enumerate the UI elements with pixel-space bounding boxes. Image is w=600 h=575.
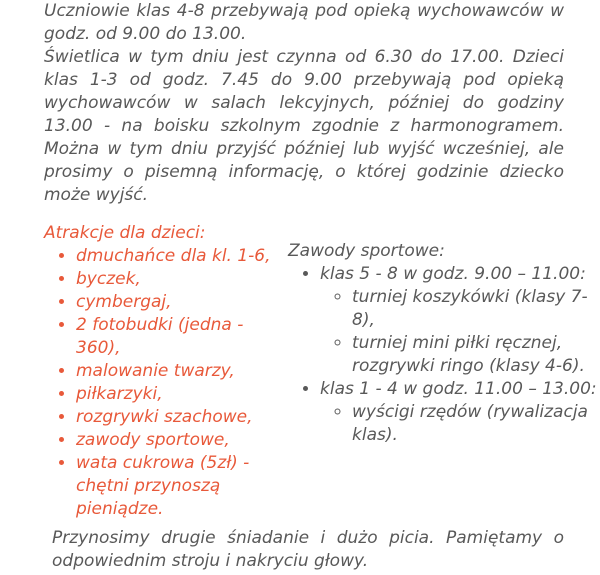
sports-list xyxy=(288,263,600,447)
attractions-section xyxy=(44,222,289,521)
list-item: ◦ turniej koszykówki (klasy 7-8), xyxy=(352,286,600,332)
intro-paragraph-1: Uczniowie klas 4-8 przebywają pod opieką wychowawców w godz. od 9.00 do 13.00. xyxy=(44,1,564,44)
list-item: • rozgrywki szachowe, xyxy=(76,406,289,429)
attractions-heading: Atrakcje dla dzieci: xyxy=(44,223,206,243)
sports-group xyxy=(320,378,600,447)
sports-sublist xyxy=(320,286,600,378)
intro-section xyxy=(44,0,564,207)
sports-group-label: klas 1 - 4 w godz. 11.00 – 13.00: xyxy=(320,379,597,399)
list-item: • malowanie twarzy, xyxy=(76,360,289,383)
attractions-list xyxy=(44,245,289,521)
list-item: • dmuchańce dla kl. 1-6, xyxy=(76,245,289,268)
list-item: • wata cukrowa (5zł) - chętni przynoszą pieniądze. xyxy=(76,452,289,521)
sports-heading: Zawody sportowe: xyxy=(288,241,445,261)
list-item: • byczek, xyxy=(76,268,289,291)
list-item: • 2 fotobudki (jedna - 360), xyxy=(76,314,289,360)
closing-paragraph: Przynosimy drugie śniadanie i dużo picia. Pamiętamy o odpowiednim stroju i nakryciu głowy. xyxy=(52,528,564,571)
list-item: ◦ wyścigi rzędów (rywalizacja klas). xyxy=(352,401,600,447)
list-item: • piłkarzyki, xyxy=(76,383,289,406)
list-item: ◦ turniej mini piłki ręcznej, rozgrywki ringo (klasy 4-6). xyxy=(352,332,600,378)
sports-group-label: klas 5 - 8 w godz. 9.00 – 11.00: xyxy=(320,264,586,284)
sports-group xyxy=(320,263,600,378)
sports-sublist xyxy=(320,401,600,447)
list-item: • cymbergaj, xyxy=(76,291,289,314)
closing-section xyxy=(52,527,564,573)
sports-section xyxy=(288,240,600,447)
intro-paragraph-2: Świetlica w tym dniu jest czynna od 6.30 do 17.00. Dzieci klas 1-3 od godz. 7.45 do 9.00 przebywają pod opieką wychowawców w salach lekcyjnych, później do godziny 13.00 - na boisku szkolnym zgodnie z harmonogramem. Można w tym dniu przyjść później lub wyjść wcześniej, ale prosimy o pisemną informację, o której godzinie dziecko może wyjść. xyxy=(44,47,564,205)
list-item: • zawody sportowe, xyxy=(76,429,289,452)
